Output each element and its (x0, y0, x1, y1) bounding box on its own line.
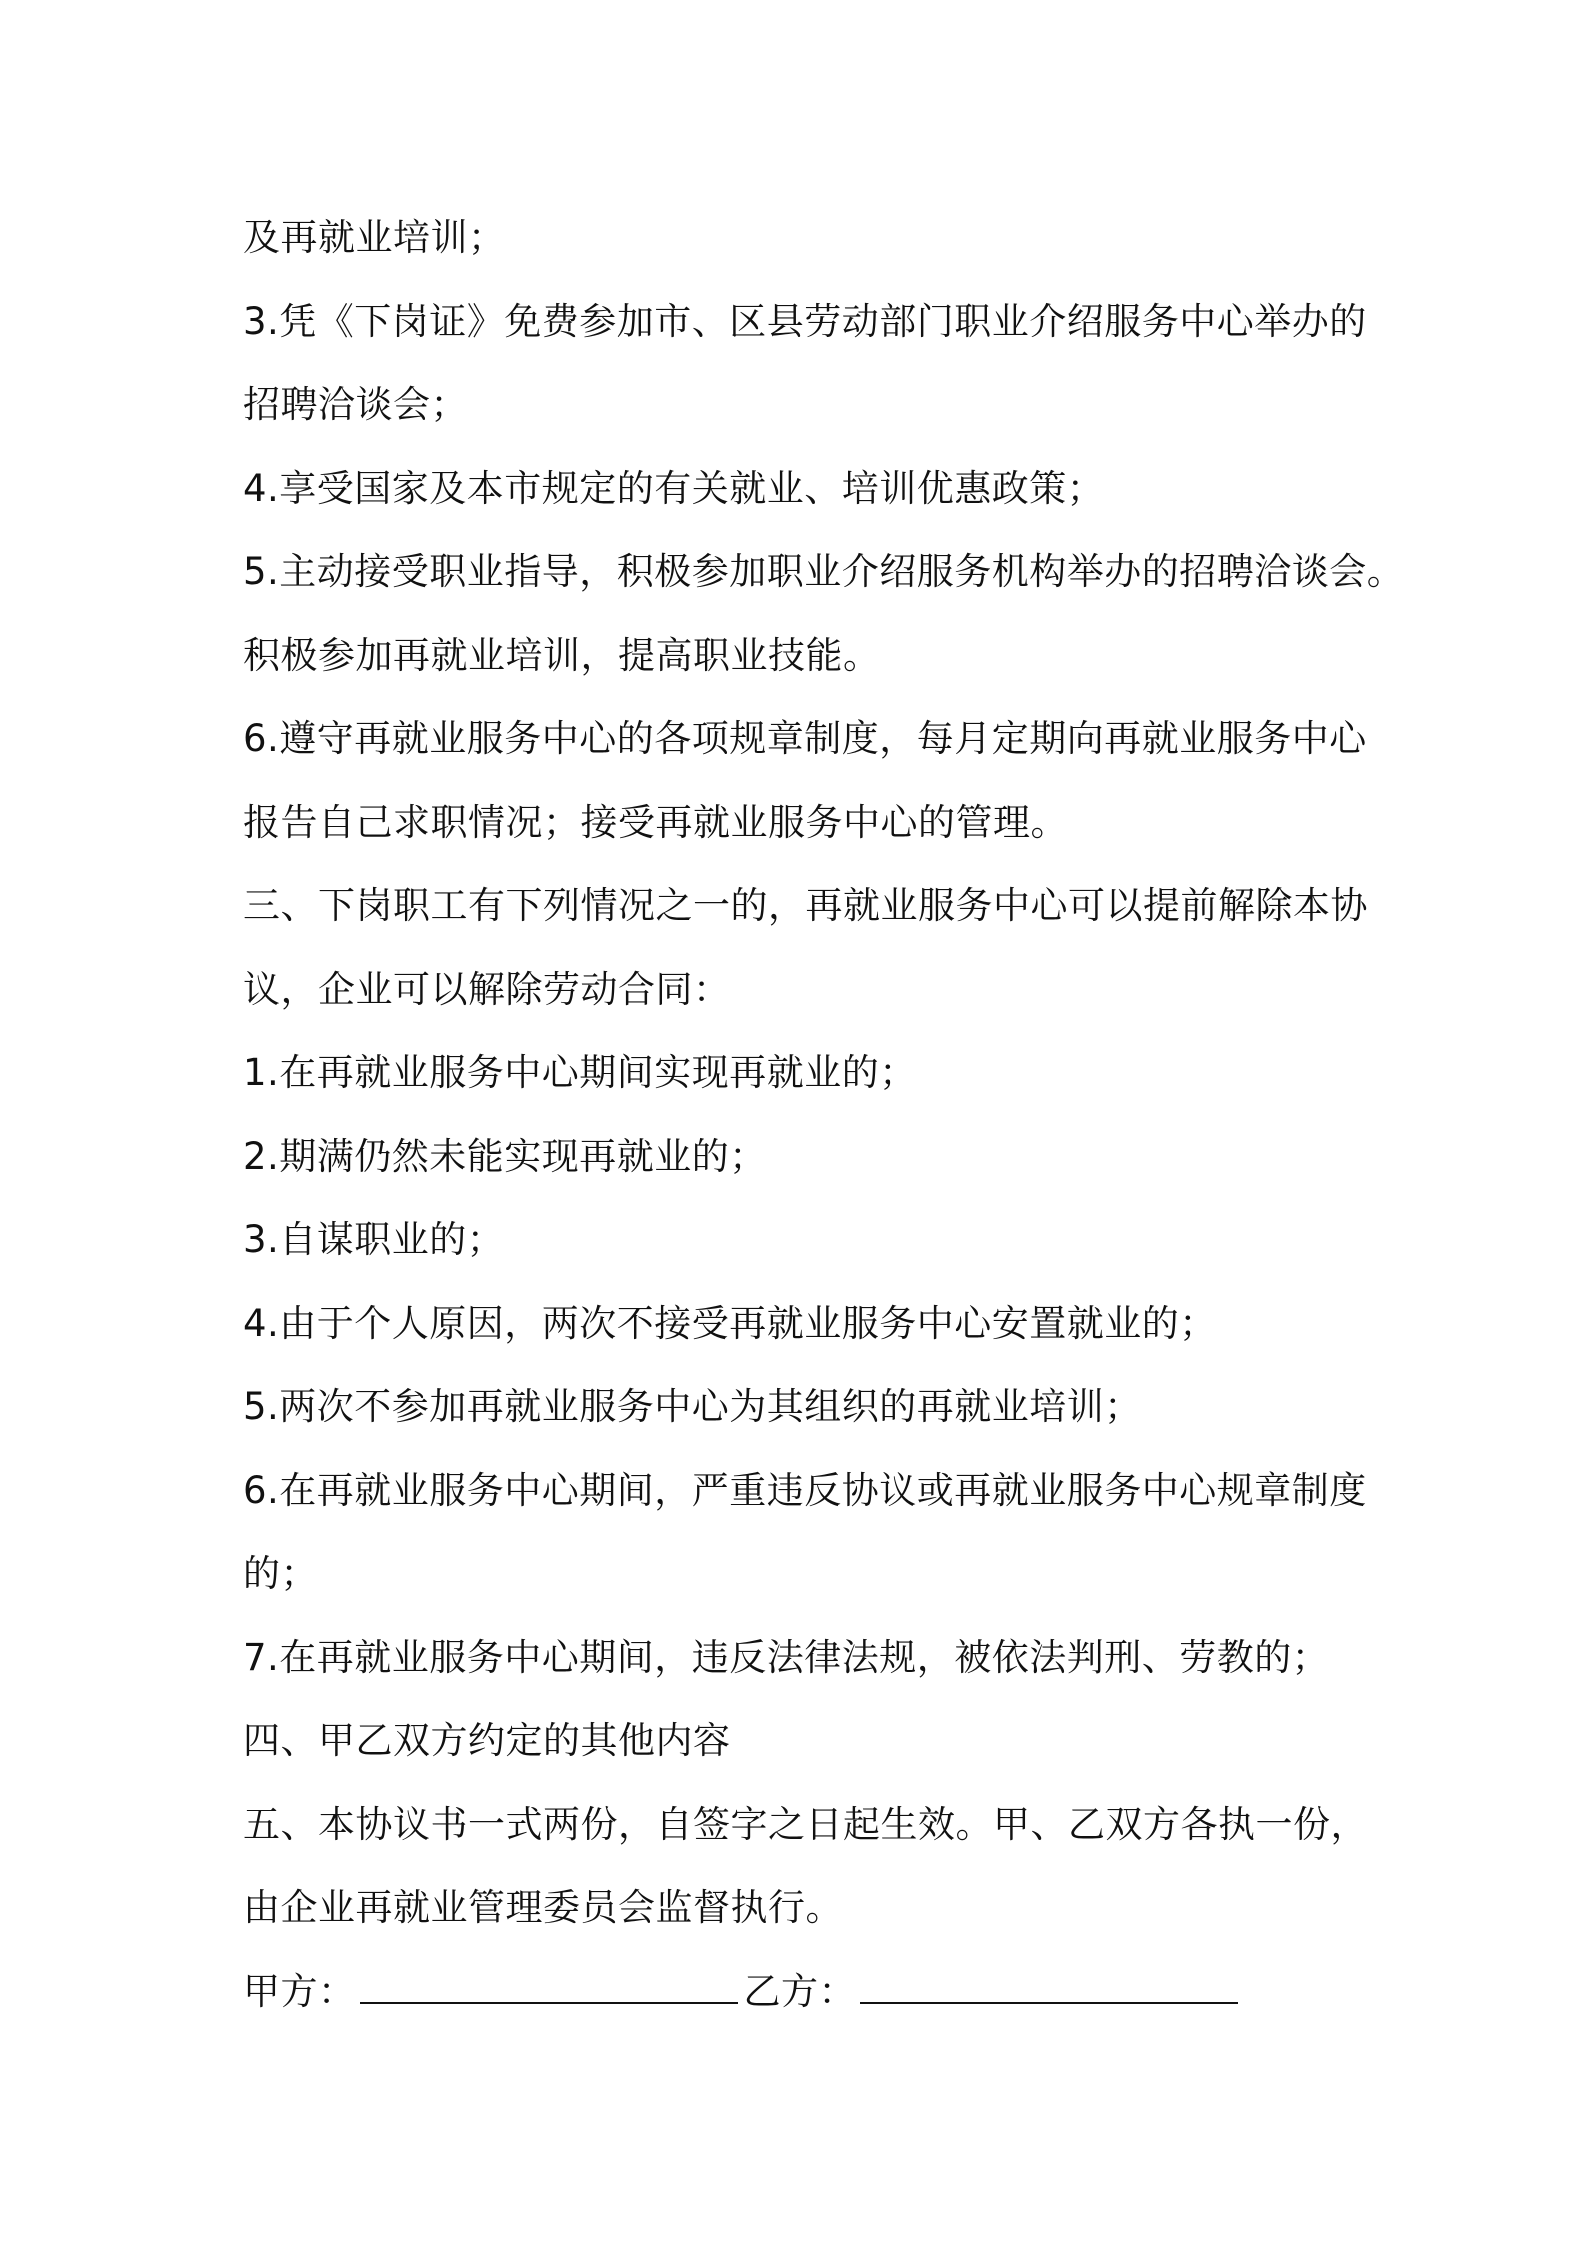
text-line-16: 6.在再就业服务中心期间，严重违反协议或再就业服务中心规章制度 (243, 1468, 1367, 1512)
text-line-15: 5.两次不参加再就业服务中心为其组织的再就业培训； (243, 1385, 1142, 1428)
party-a-signature-line (360, 1972, 738, 2004)
text-line-8: 报告自己求职情况；接受再就业服务中心的管理。 (243, 800, 1068, 844)
document-page (243, 196, 1423, 2033)
text-line-2: 3.凭《下岗证》免费参加市、区县劳动部门职业介绍服务中心举办的 (243, 299, 1367, 343)
text-line-19: 四、甲乙双方约定的其他内容 (243, 1719, 731, 1762)
party-b-label: 乙方： (743, 1969, 856, 2013)
signature-row (243, 1950, 1423, 2034)
text-line-10: 议，企业可以解除劳动合同： (243, 967, 731, 1011)
text-line-21: 由企业再就业管理委员会监督执行。 (243, 1886, 843, 1929)
party-b-signature-line (860, 1972, 1238, 2004)
text-line-12: 2.期满仍然未能实现再就业的； (243, 1134, 767, 1178)
text-line-13: 3.自谋职业的； (243, 1218, 505, 1261)
text-line-6: 积极参加再就业培训，提高职业技能。 (243, 633, 881, 677)
text-line-14: 4.由于个人原因，两次不接受再就业服务中心安置就业的； (243, 1301, 1217, 1345)
party-a-label: 甲方： (243, 1969, 356, 2013)
text-line-20: 五、本协议书一式两份，自签字之日起生效。甲、乙双方各执一份， (243, 1802, 1368, 1846)
text-line-7: 6.遵守再就业服务中心的各项规章制度，每月定期向再就业服务中心 (243, 717, 1367, 760)
text-line-18: 7.在再就业服务中心期间，违反法律法规，被依法判刑、劳教的； (243, 1635, 1330, 1679)
text-line-1: 及再就业培训； (243, 216, 506, 259)
text-line-17: 的； (243, 1552, 318, 1595)
text-line-9: 三、下岗职工有下列情况之一的，再就业服务中心可以提前解除本协 (243, 884, 1368, 927)
text-line-3: 招聘洽谈会； (243, 383, 468, 426)
text-line-4: 4.享受国家及本市规定的有关就业、培训优惠政策； (243, 466, 1105, 510)
text-line-5: 5.主动接受职业指导，积极参加职业介绍服务机构举办的招聘洽谈会。 (243, 550, 1405, 593)
text-line-11: 1.在再就业服务中心期间实现再就业的； (243, 1051, 917, 1094)
